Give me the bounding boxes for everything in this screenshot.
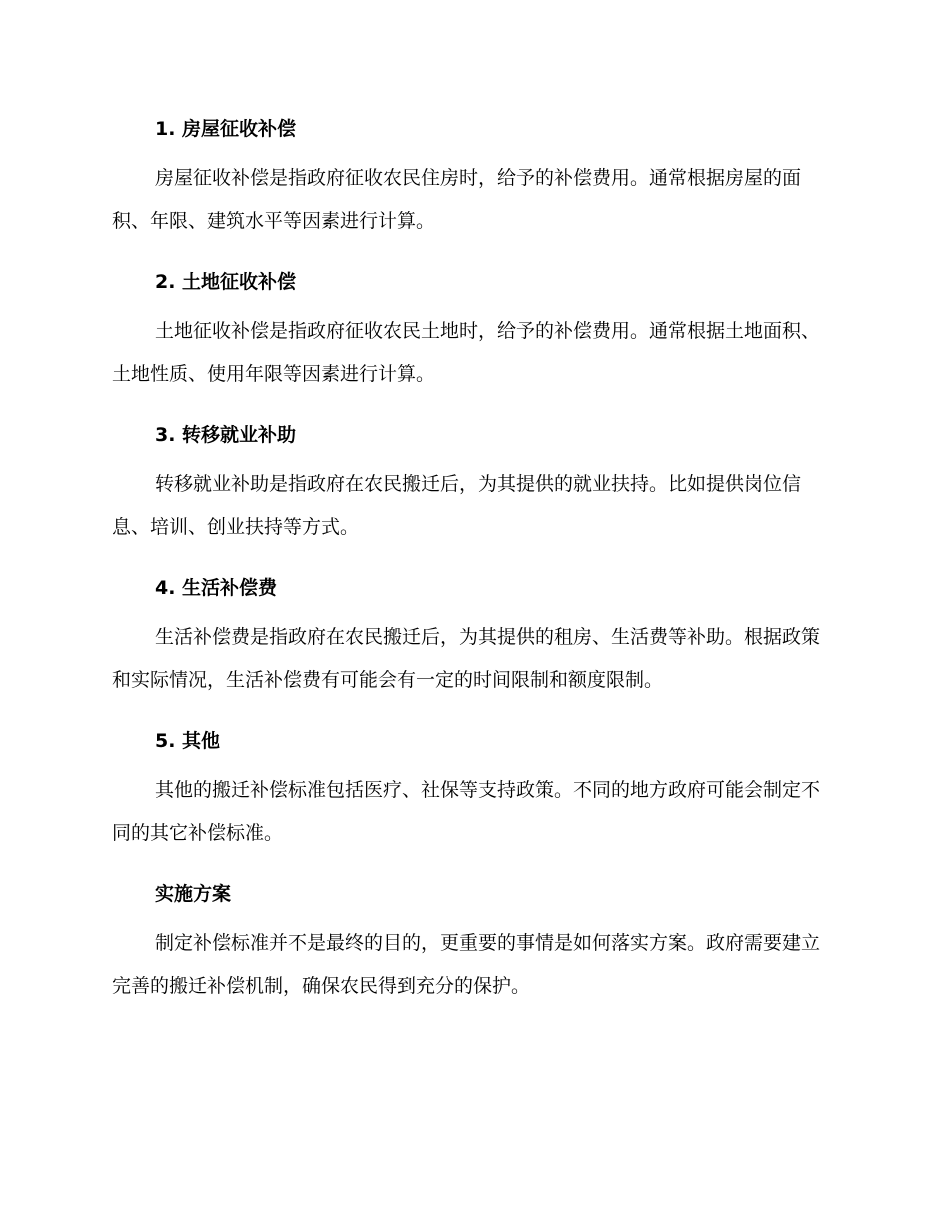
section-paragraph: 土地征收补偿是指政府征收农民土地时，给予的补偿费用。通常根据土地面积、土地性质、使用年限等因素进行计算。 — [112, 320, 821, 385]
section-heading: 2. 土地征收补偿 — [155, 271, 297, 293]
section-living — [112, 571, 838, 702]
section-paragraph: 制定补偿标准并不是最终的目的，更重要的事情是如何落实方案。政府需要建立完善的搬迁补偿机制，确保农民得到充分的保护。 — [112, 932, 821, 997]
section-heading: 3. 转移就业补助 — [155, 424, 297, 446]
section-heading: 实施方案 — [155, 883, 232, 905]
section-paragraph: 生活补偿费是指政府在农民搬迁后，为其提供的租房、生活费等补助。根据政策和实际情况，生活补偿费有可能会有一定的时间限制和额度限制。 — [112, 626, 821, 691]
section-housing — [112, 112, 838, 243]
section-implementation — [112, 877, 838, 1008]
section-paragraph: 其他的搬迁补偿标准包括医疗、社保等支持政策。不同的地方政府可能会制定不同的其它补偿标准。 — [112, 779, 821, 844]
section-heading: 1. 房屋征收补偿 — [155, 118, 297, 140]
section-employment — [112, 418, 838, 549]
section-other — [112, 724, 838, 855]
section-heading: 4. 生活补偿费 — [155, 577, 278, 599]
section-paragraph: 转移就业补助是指政府在农民搬迁后，为其提供的就业扶持。比如提供岗位信息、培训、创业扶持等方式。 — [112, 473, 802, 538]
section-heading: 5. 其他 — [155, 730, 221, 752]
section-paragraph: 房屋征收补偿是指政府征收农民住房时，给予的补偿费用。通常根据房屋的面积、年限、建筑水平等因素进行计算。 — [112, 167, 802, 232]
section-land — [112, 265, 838, 396]
